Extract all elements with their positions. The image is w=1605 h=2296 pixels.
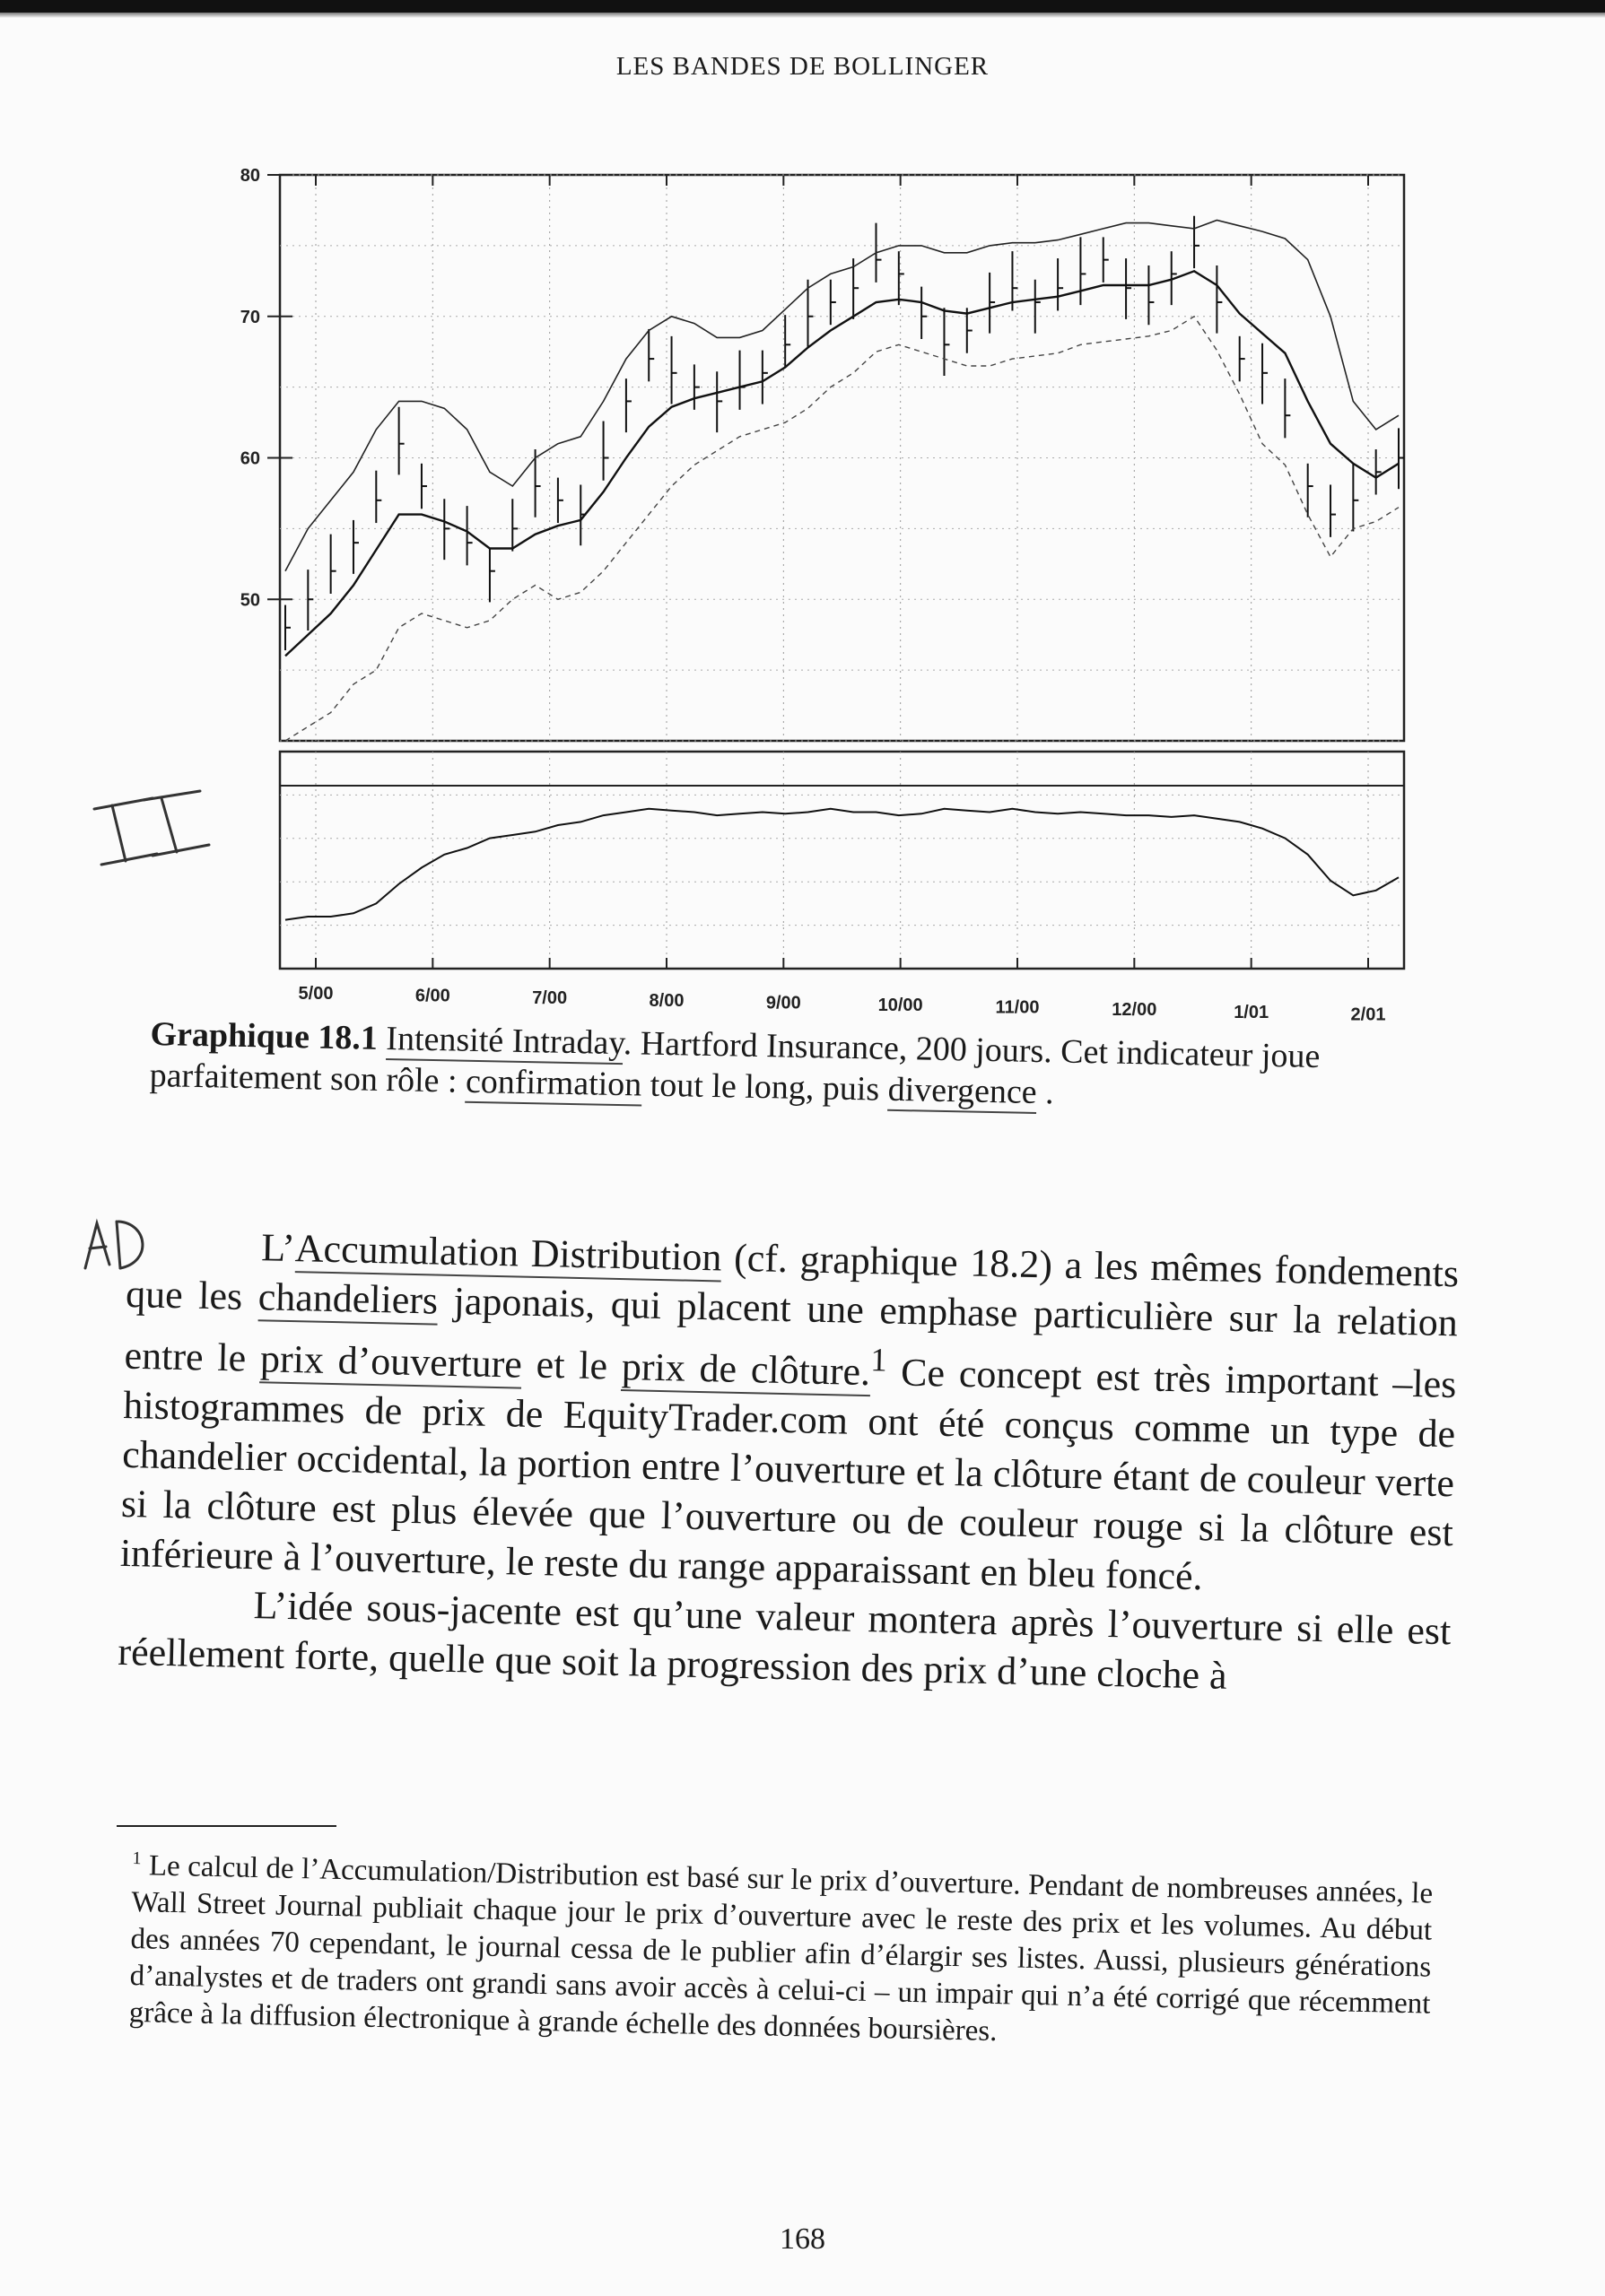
caption-word-divergence: divergence xyxy=(887,1071,1037,1114)
p1-start: L’ xyxy=(260,1225,296,1271)
paragraph-2: L’idée sous-jacente est qu’une valeur montera après l’ouverture si elle est réellement forte, quelle que soit la progression des prix d’une cloche à xyxy=(117,1582,1452,1698)
caption-text-1: . Hartford Insurance, 200 jours. Cet indicateur joue parfaitement son rôle : xyxy=(149,1024,1321,1100)
caption-end: . xyxy=(1036,1073,1055,1112)
x-tick-label: 12/00 xyxy=(1112,1000,1157,1021)
x-tick-label: 7/00 xyxy=(532,988,568,1009)
handwritten-ii-mark xyxy=(76,771,220,879)
caption-underlined-title: Intensité Intraday xyxy=(386,1020,624,1065)
caption-text-2: tout le long, puis xyxy=(641,1065,889,1109)
intraday-intensity-line xyxy=(285,809,1399,920)
p1-underlined-open-price: prix d’ouverture xyxy=(259,1336,522,1388)
caption-word-confirmation: confirmation xyxy=(466,1063,642,1107)
p1-underlined-close-price: prix de clôture. xyxy=(621,1344,870,1396)
figure-caption xyxy=(149,1013,1469,1121)
lower-band-line xyxy=(285,317,1399,741)
p1-underlined-accumulation: Accumulation Distribution xyxy=(294,1226,722,1282)
y-tick-label: 80 xyxy=(240,166,260,186)
p1-text-3: et le xyxy=(521,1342,623,1388)
x-tick-label: 2/01 xyxy=(1350,1004,1386,1025)
caption-label: Graphique 18.1 xyxy=(150,1014,379,1057)
upper-band-line xyxy=(285,221,1399,571)
p1-text-end: Ce concept est très important –les histogrammes de prix de EquityTrader.com ont été conçus comme un type de chandelier occidental, la portion entre l’ouverture et la clôture étant de couleur verte si la clôture est plus élevée que l’ouverture ou de couleur rouge si la clôture est inférieure à l’ouverture, le reste du range apparaissant en bleu foncé. xyxy=(119,1350,1457,1598)
x-tick-label: 8/00 xyxy=(649,990,685,1011)
body-text xyxy=(118,1220,1460,1705)
bollinger-chart xyxy=(0,0,1605,1025)
x-tick-label: 11/00 xyxy=(995,997,1040,1018)
footnote-ref: 1 xyxy=(869,1341,888,1378)
footnote-marker: 1 xyxy=(132,1848,142,1869)
p1-underlined-chandeliers: chandeliers xyxy=(257,1274,438,1325)
x-tick-label: 1/01 xyxy=(1234,1002,1269,1022)
indicator-panel-frame xyxy=(280,752,1404,969)
x-tick-label: 5/00 xyxy=(298,984,334,1004)
page-number: 168 xyxy=(780,2222,825,2256)
p1-text-2: japonais, qui placent une emphase particulière sur la relation entre le xyxy=(124,1278,1459,1380)
footnote-text: Le calcul de l’Accumulation/Distribution est basé sur le prix d’ouverture. Pendant de nombreuses années, le Wall Street Journal publiait chaque jour le prix d’ouverture avec le reste des prix et les volumes. Au début des années 70 cependant, le journal cessa de le publier afin d’élargir ses listes. Aussi, plusieurs générations d’analystes et de traders ont grandi sans avoir accès à celui-ci – un impair qui n’a été corrigé que récemment grâce à la diffusion électronique à grande échelle des données boursières. xyxy=(128,1849,1434,2048)
x-tick-label: 9/00 xyxy=(765,993,801,1013)
middle-band-line xyxy=(285,271,1399,656)
y-tick-label: 70 xyxy=(240,307,260,327)
x-tick-label: 6/00 xyxy=(414,986,450,1006)
paragraph-1 xyxy=(119,1220,1459,1606)
running-header: LES BANDES DE BOLLINGER xyxy=(615,52,990,81)
handwritten-ad-mark xyxy=(81,1213,179,1284)
x-tick-label: 10/00 xyxy=(877,996,923,1015)
y-tick-label: 50 xyxy=(240,590,260,611)
y-tick-label: 60 xyxy=(240,448,260,469)
footnote-rule xyxy=(117,1825,336,1827)
footnote xyxy=(128,1840,1433,2060)
p1-text-1: (cf. graphique 18.2) a les mêmes fondements que les xyxy=(125,1235,1460,1319)
